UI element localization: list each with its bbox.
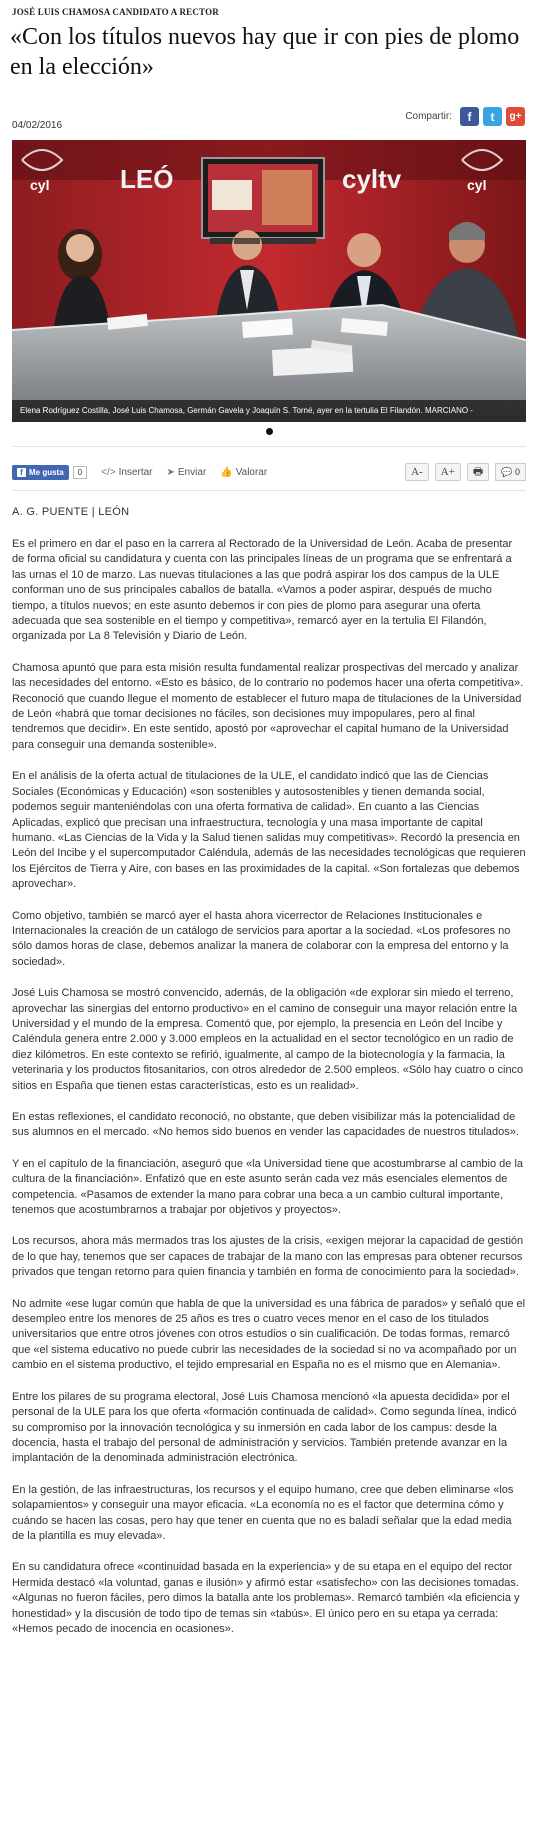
divider <box>12 446 526 447</box>
article-paragraph: En su candidatura ofrece «continuidad basada en la experiencia» y de su etapa en el equipo del rector Hermida destacó «la voluntad, ganas e ilusión» y afirmó estar «satisfecho» con las decisiones tomadas. «Algunas no fueron fáciles, pero dimos la batalla ante los problemas». Remarcó también «la eficiencia y honestidad» y la discusión de todo tipo de temas sin «tabús». El único pero en su etapa ya cerrada: «Hemos pecado de inocencia en ocasiones». <box>12 1561 520 1635</box>
rate-label: Valorar <box>235 466 268 478</box>
toolbar-right <box>405 463 526 481</box>
photo-caption: Elena Rodríguez Costilla, José Luis Chamosa, Germán Gavela y Joaquín S. Torné, ayer en la tertulia El Filandón. MARCIANO - <box>12 400 526 422</box>
photo-logo-left: cyl <box>30 177 50 193</box>
photo-logo-right: cyl <box>467 177 487 193</box>
article-paragraph: Como objetivo, también se marcó ayer el hasta ahora vicerrector de Relaciones Institucionales e Internacionales la creación de un catálogo de servicios para aportar a la sociedad. «Los profesores no sólo damos horas de clase, debemos analizar la manera de colaborar con la empresa del entorno y la sociedad». <box>12 909 511 968</box>
article-paragraph: Chamosa apuntó que para esta misión resulta fundamental realizar prospectivas del mercado y analizar las necesidades del entorno. «Esto es básico, de lo contrario no podemos hacer una oferta competitiva». Reconoció que cuando llegue el momento de establecer el futuro mapa de titulaciones de la Universidad de León «habrá que tomar decisiones no fáciles, son decisiones muy impopulares, pero al final tendremos que decidir». En este sentido, apostó por «aprovechar el capital humano de la Universidad para conseguir una demanda sostenible». <box>12 661 524 751</box>
google-plus-icon[interactable]: g+ <box>506 107 525 126</box>
article-body <box>12 537 526 1653</box>
like-count: 0 <box>73 466 87 479</box>
divider <box>12 490 526 491</box>
article-paragraph: No admite «ese lugar común que habla de que la universidad es una fábrica de parados» y señaló que el desempleo entre los menores de 25 años es tres o cuatro veces menor en el caso de los titulados universitarios que entre otros jóvenes con otros estudios o sin cualificación. De todas formas, remarcó que «el sistema educativo no puede cubrir las necesidades de la sociedad si no va acompañado por un cambio en el sistema productivo, el tejido empresarial en España no es el mismo que en Alemania». <box>12 1297 526 1372</box>
article-author: A. G. PUENTE | LEÓN <box>12 506 130 518</box>
photo-scene <box>12 140 526 422</box>
share-label: Compartir: <box>405 111 452 122</box>
font-smaller-button[interactable]: A- <box>405 463 429 481</box>
article-photo[interactable] <box>12 140 526 422</box>
send-label: Enviar <box>177 466 207 478</box>
article-paragraph: En el análisis de la oferta actual de titulaciones de la ULE, el candidato indicó que las de Ciencias Sociales (Económicas y Educación) «son sostenibles y autosostenibles y tienen demanda social, podemos seguir manteniéndolas con una oferta formativa de calidad». En cuanto a las Ciencias Aplicadas, explicó que precisan una infraestructura, tecnología y una masa importante de capital humano. «Las Ciencias de la Vida y la Salud tienen salidas muy competitivas». Recordó la presencia en León del Incibe y el supercomputador Caléndula, además de las necesidades tecnológicas que requieren los Ejércitos de Tierra y Aire, con bases en las proximidades de la capital. «Son fortalezas que debemos aprovechar». <box>12 770 526 891</box>
comments-button[interactable] <box>495 463 526 481</box>
paper-plane-icon: ➤ <box>166 466 175 478</box>
comment-icon: 💬 <box>501 467 513 477</box>
thumbs-up-icon: 👍 <box>220 466 233 478</box>
comments-count: 0 <box>514 467 520 477</box>
article-paragraph: En estas reflexiones, el candidato reconoció, no obstante, que deben visibilizar más la potencialidad de sus alumnos en el mercado. «No hemos sido buenos en vender las capacidades de nuestros titulados». <box>12 1111 519 1139</box>
rate-button[interactable] <box>220 467 267 478</box>
facebook-icon[interactable]: f <box>460 107 479 126</box>
article-paragraph: Es el primero en dar el paso en la carrera al Rectorado de la Universidad de León. Acaba de presentar de forma oficial su candidatura y cuenta con las principales líneas de un programa que se enfrentará a las urnas el 10 de marzo. Las nuevas titulaciones a las que podrá aspirar los dos campus de la ULE conforman uno de sus principales caballos de batalla. «Vamos a poder aspirar, después de mucho tiempo, a títulos nuevos; en este asunto debemos ir con pies de plomo para asegurar una oferta adecuada que sea sostenible en el tiempo y competitiva», remarcó ayer en la tertulia El Filandón, organizada por La 8 Televisión y Diario de León. <box>12 538 513 643</box>
carousel-dot[interactable] <box>266 428 273 435</box>
like-button[interactable] <box>12 465 69 480</box>
code-icon: </> <box>101 466 116 478</box>
article-paragraph: José Luis Chamosa se mostró convencido, además, de la obligación «de explorar sin miedo el terreno, aprovechar las sinergias del entorno productivo» en el camino de conseguir una mayor relación entre la Universidad y el mundo de la empresa. Comentó que, por ejemplo, la presencia en León del Incibe y Caléndula genera entre 2.000 y 3.000 empleos en la actualidad en el sector tecnológico en un radio de diez kilómetros. En este contexto se refirió, igualmente, al campo de la biotecnología y la farmacia, la veterinaria y los productos fitosanitarios, con otros alrededor de 2.500 empleos. «Sólo hay cuatro o cinco sitios en España que tienen estas características, esto es un realidad». <box>12 987 524 1092</box>
photo-wall-text-right: cyltv <box>342 164 402 194</box>
article-paragraph: En la gestión, de las infraestructuras, los recursos y el equipo humano, cree que deben eliminarse «los solapamientos» y conseguir una mayor eficacia. «La economía no es el factor que determina cómo y cuándo se hacen las cosas, pero hay que tener en cuenta que no es baladí señalar que la edad media de la plantilla es muy elevada». <box>12 1483 514 1542</box>
article-date: 04/02/2016 <box>12 120 63 131</box>
print-icon[interactable]: 🖶 <box>467 463 489 481</box>
facebook-like-icon: f <box>17 468 26 477</box>
like-label: Me gusta <box>29 467 64 477</box>
article-title: «Con los títulos nuevos hay que ir con pies de plomo en la elección» <box>10 24 520 80</box>
article-toolbar <box>12 463 526 481</box>
twitter-icon[interactable]: t <box>483 107 502 126</box>
insert-button[interactable] <box>101 467 152 478</box>
article-paragraph: Y en el capítulo de la financiación, aseguró que «la Universidad tiene que acostumbrarse al cambio de la cultura de la financiación». Enfatizó que en este asunto serán cada vez más esenciales elementos de competencia. «Pasamos de extender la mano para cobrar una beca a un cambio cultural importante, tenemos que acostumbrarnos a trabajar por objetivos y proyectos». <box>12 1157 524 1217</box>
share-bar <box>405 107 525 126</box>
article-paragraph: Entre los pilares de su programa electoral, José Luis Chamosa mencionó «la apuesta decidida» por el personal de la ULE para los que oferta «formación continuada de calidad». Como segunda línea, indicó su compromiso por la innovación tecnológica y su inmersión en cada labor de los campus: desde la docencia, hasta el trabajo del personal de administración y servicios. También pretende avanzar en la implantación de la denominada administración electrónica. <box>12 1390 517 1465</box>
send-button[interactable] <box>167 467 207 478</box>
photo-wall-text-left: LEÓ <box>120 164 174 194</box>
font-larger-button[interactable]: A+ <box>435 463 461 481</box>
insert-label: Insertar <box>118 466 153 478</box>
article-kicker: JOSÉ LUIS CHAMOSA CANDIDATO A RECTOR <box>12 7 219 17</box>
article-paragraph: Los recursos, ahora más mermados tras los ajustes de la crisis, «exigen mejorar la capacidad de gestión de lo que hay, tenemos que ser capaces de trabajar de la mano con las empresas para obtener recursos privados que tengan retorno para quien financia y también en forma de conocimiento para la sociedad». <box>12 1235 524 1279</box>
